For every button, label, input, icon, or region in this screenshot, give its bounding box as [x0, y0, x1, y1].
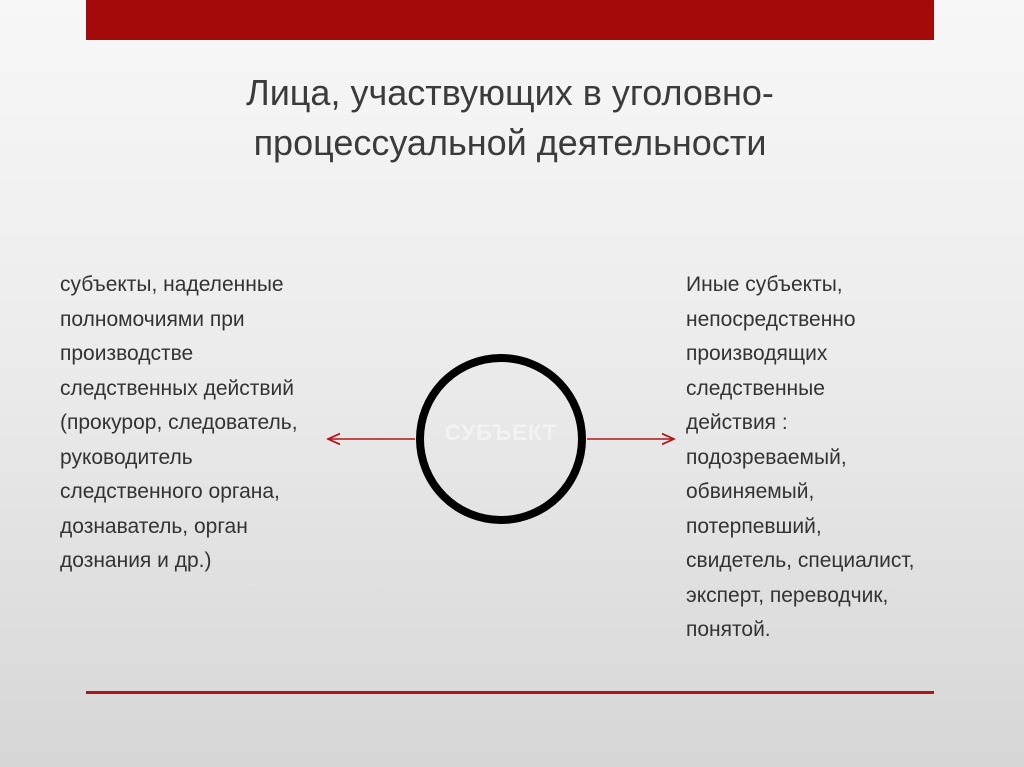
left-text-block	[60, 268, 380, 579]
left-text-line: производстве	[60, 342, 194, 365]
right-text-line: действия :	[686, 411, 788, 434]
title-line-1: Лица, участвующих в уголовно-	[246, 72, 774, 113]
right-text-line: потерпевший,	[686, 514, 822, 538]
right-text-line: следственные	[686, 376, 825, 400]
right-text-line: обвиняемый,	[686, 480, 815, 503]
right-text-line: Иные субъекты,	[686, 273, 843, 296]
left-text-line: следственного органа,	[60, 480, 280, 503]
left-text-line: (прокурор, следователь,	[60, 411, 298, 434]
left-text-line: дознания и др.)	[60, 549, 212, 572]
left-text-line: полномочиями при	[60, 307, 245, 331]
left-text-line: дознаватель, орган	[60, 514, 248, 538]
title-line-2: процессуальной деятельности	[253, 122, 767, 163]
right-text-line: эксперт, переводчик,	[686, 583, 889, 607]
right-text-line: свидетель, специалист,	[686, 549, 915, 572]
left-text-line: следственных действий	[60, 376, 294, 400]
left-text-line: субъекты, наделенные	[60, 273, 284, 296]
left-text-line: руководитель	[60, 445, 193, 469]
bottom-divider	[86, 691, 934, 694]
right-text-line: производящих	[686, 342, 828, 365]
right-text-line: подозреваемый,	[686, 445, 847, 469]
subject-label: СУБЪЕКТ	[444, 420, 558, 445]
right-text-block	[686, 268, 986, 648]
slide-title	[160, 68, 860, 168]
right-text-line: непосредственно	[686, 307, 856, 331]
top-accent-bar	[86, 0, 934, 40]
right-text-line: понятой.	[686, 618, 771, 641]
